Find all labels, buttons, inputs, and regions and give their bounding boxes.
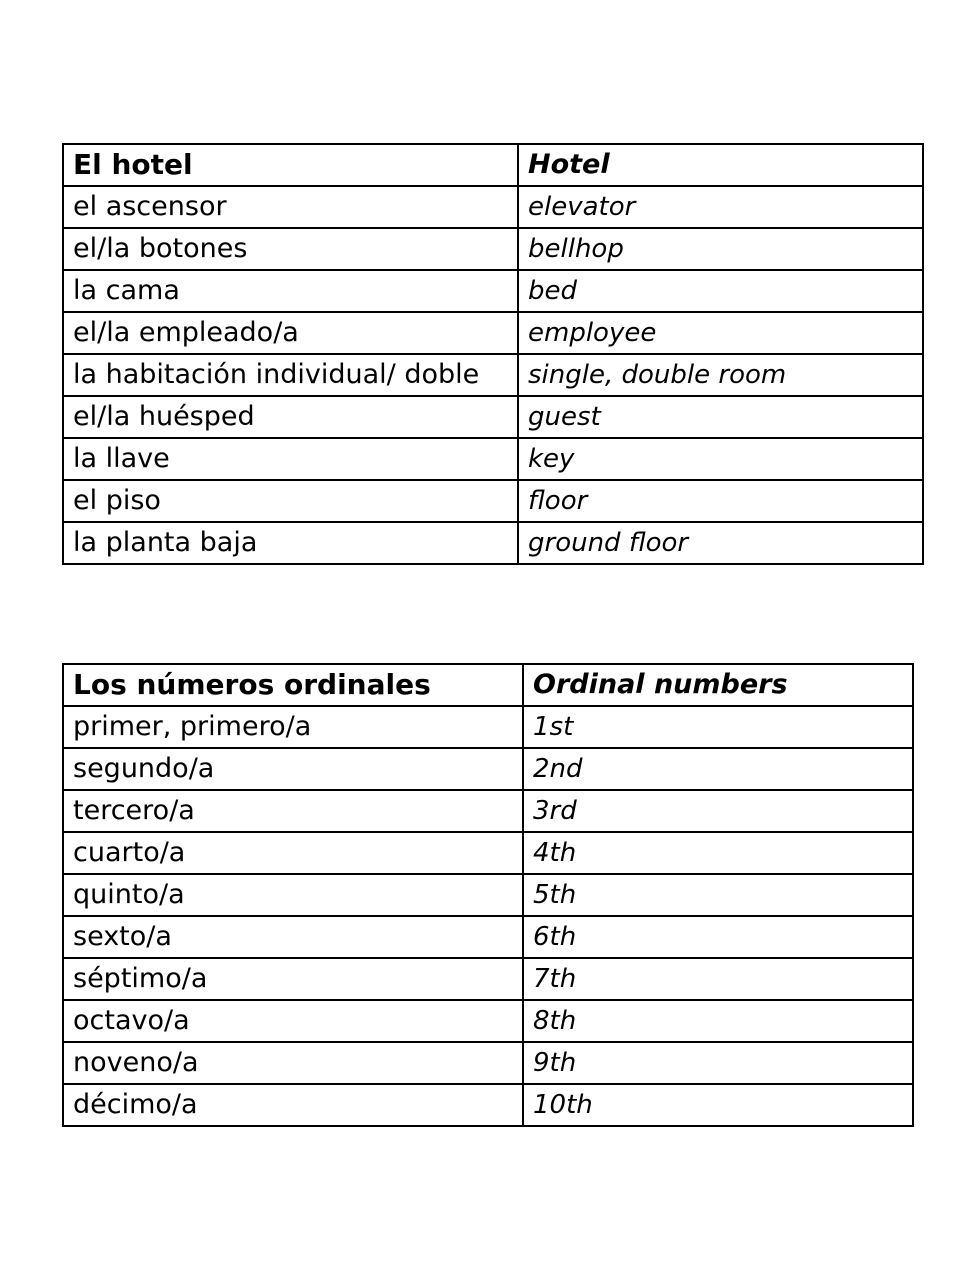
english-translation-cell: 6th (523, 916, 913, 958)
spanish-term-cell: la habitación individual/ doble (63, 354, 518, 396)
english-translation-cell: 9th (523, 1042, 913, 1084)
table-row (63, 270, 923, 312)
table-row (63, 958, 913, 1000)
english-translation-cell: bed (518, 270, 923, 312)
spanish-term-cell: la llave (63, 438, 518, 480)
english-translation-cell: bellhop (518, 228, 923, 270)
spanish-term-cell: la cama (63, 270, 518, 312)
english-translation-cell: 4th (523, 832, 913, 874)
english-translation-cell: ground floor (518, 522, 923, 564)
table-header-row (63, 144, 923, 186)
spanish-term-cell: el/la empleado/a (63, 312, 518, 354)
spanish-term-cell: primer, primero/a (63, 706, 523, 748)
table-row (63, 228, 923, 270)
table-row (63, 790, 913, 832)
english-translation-cell: 7th (523, 958, 913, 1000)
english-translation-cell: elevator (518, 186, 923, 228)
ordinal-header-spanish: Los números ordinales (63, 664, 523, 706)
table-header-row (63, 664, 913, 706)
hotel-header-spanish: El hotel (63, 144, 518, 186)
english-translation-cell: employee (518, 312, 923, 354)
english-translation-cell: 1st (523, 706, 913, 748)
hotel-header-english: Hotel (518, 144, 923, 186)
table-row (63, 312, 923, 354)
table-row (63, 832, 913, 874)
spanish-term-cell: sexto/a (63, 916, 523, 958)
spanish-term-cell: segundo/a (63, 748, 523, 790)
english-translation-cell: 8th (523, 1000, 913, 1042)
table-row (63, 916, 913, 958)
table-row (63, 1042, 913, 1084)
table-row (63, 522, 923, 564)
english-translation-cell: 2nd (523, 748, 913, 790)
spanish-term-cell: la planta baja (63, 522, 518, 564)
spanish-term-cell: el/la huésped (63, 396, 518, 438)
table-row (63, 1084, 913, 1126)
table-row (63, 438, 923, 480)
table-row (63, 480, 923, 522)
spanish-term-cell: décimo/a (63, 1084, 523, 1126)
english-translation-cell: guest (518, 396, 923, 438)
table-row (63, 748, 913, 790)
table-row (63, 396, 923, 438)
english-translation-cell: single, double room (518, 354, 923, 396)
english-translation-cell: key (518, 438, 923, 480)
ordinal-header-english: Ordinal numbers (523, 664, 913, 706)
table-row (63, 1000, 913, 1042)
spanish-term-cell: noveno/a (63, 1042, 523, 1084)
spanish-term-cell: cuarto/a (63, 832, 523, 874)
english-translation-cell: 10th (523, 1084, 913, 1126)
table-row (63, 706, 913, 748)
spanish-term-cell: el piso (63, 480, 518, 522)
spanish-term-cell: el ascensor (63, 186, 518, 228)
spanish-term-cell: quinto/a (63, 874, 523, 916)
spanish-term-cell: octavo/a (63, 1000, 523, 1042)
hotel-vocabulary-table (62, 143, 924, 565)
table-row (63, 874, 913, 916)
english-translation-cell: floor (518, 480, 923, 522)
ordinal-numbers-table (62, 663, 914, 1127)
spanish-term-cell: séptimo/a (63, 958, 523, 1000)
spanish-term-cell: tercero/a (63, 790, 523, 832)
english-translation-cell: 5th (523, 874, 913, 916)
english-translation-cell: 3rd (523, 790, 913, 832)
table-row (63, 354, 923, 396)
spanish-term-cell: el/la botones (63, 228, 518, 270)
table-row (63, 186, 923, 228)
